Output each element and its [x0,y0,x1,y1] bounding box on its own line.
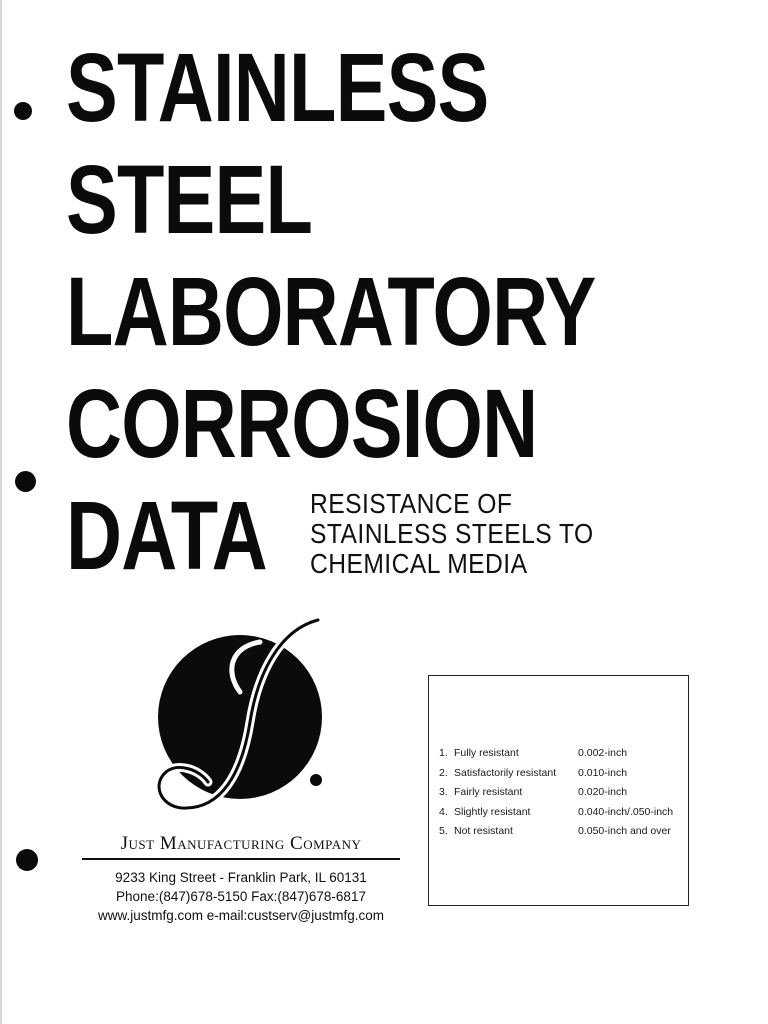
legend-value: 0.002-inch [578,747,628,759]
binder-hole [16,849,38,871]
title-line: LABORATORY [66,257,596,366]
resistance-legend-box [428,675,689,906]
page-edge [0,0,2,1024]
legend-number: 3. [439,786,448,798]
legend-row [439,822,689,842]
company-address: 9233 King Street - Franklin Park, IL 60131 [115,870,367,885]
legend-row [439,744,689,764]
legend-label: Satisfactorily resistant [454,766,557,779]
title-line: CORROSION [66,369,538,478]
legend-row [439,803,689,823]
binder-hole [14,102,32,120]
logo-dot [310,774,322,786]
company-web: www.justmfg.com e-mail:custserv@justmfg.com [97,908,384,923]
title-line: DATA [66,481,267,590]
title-line: STEEL [66,145,313,254]
legend-value: 0.020-inch [578,786,628,798]
resistance-legend [439,744,689,842]
subtitle [310,489,594,579]
legend-number: 1. [439,747,448,759]
legend-value: 0.010-inch [578,766,628,779]
legend-value: 0.050-inch and over [578,825,671,837]
company-phone: Phone:(847)678-5150 Fax:(847)678-6817 [116,889,366,904]
legend-label: Fairly resistant [454,786,523,798]
company-name: Just Manufacturing Company [82,833,400,860]
legend-label: Not resistant [454,825,513,837]
subtitle-line: CHEMICAL MEDIA [310,548,528,579]
logo-ring-text: JUST MANUFACTURING [149,619,255,723]
legend-number: 5. [439,825,448,837]
binder-hole [15,471,36,492]
legend-number: 4. [439,805,448,818]
legend-label: Fully resistant [454,747,519,759]
company-block [82,833,400,925]
legend-value: 0.040-inch/.050-inch [578,805,674,818]
legend-number: 2. [439,766,448,779]
subtitle-line: STAINLESS STEELS TO [310,518,594,549]
legend-row [439,764,689,784]
title-line: STAINLESS [66,33,489,142]
subtitle-line: RESISTANCE OF [310,488,513,519]
legend-row [439,783,689,803]
legend-label: Slightly resistant [454,805,531,818]
company-logo [130,612,350,822]
